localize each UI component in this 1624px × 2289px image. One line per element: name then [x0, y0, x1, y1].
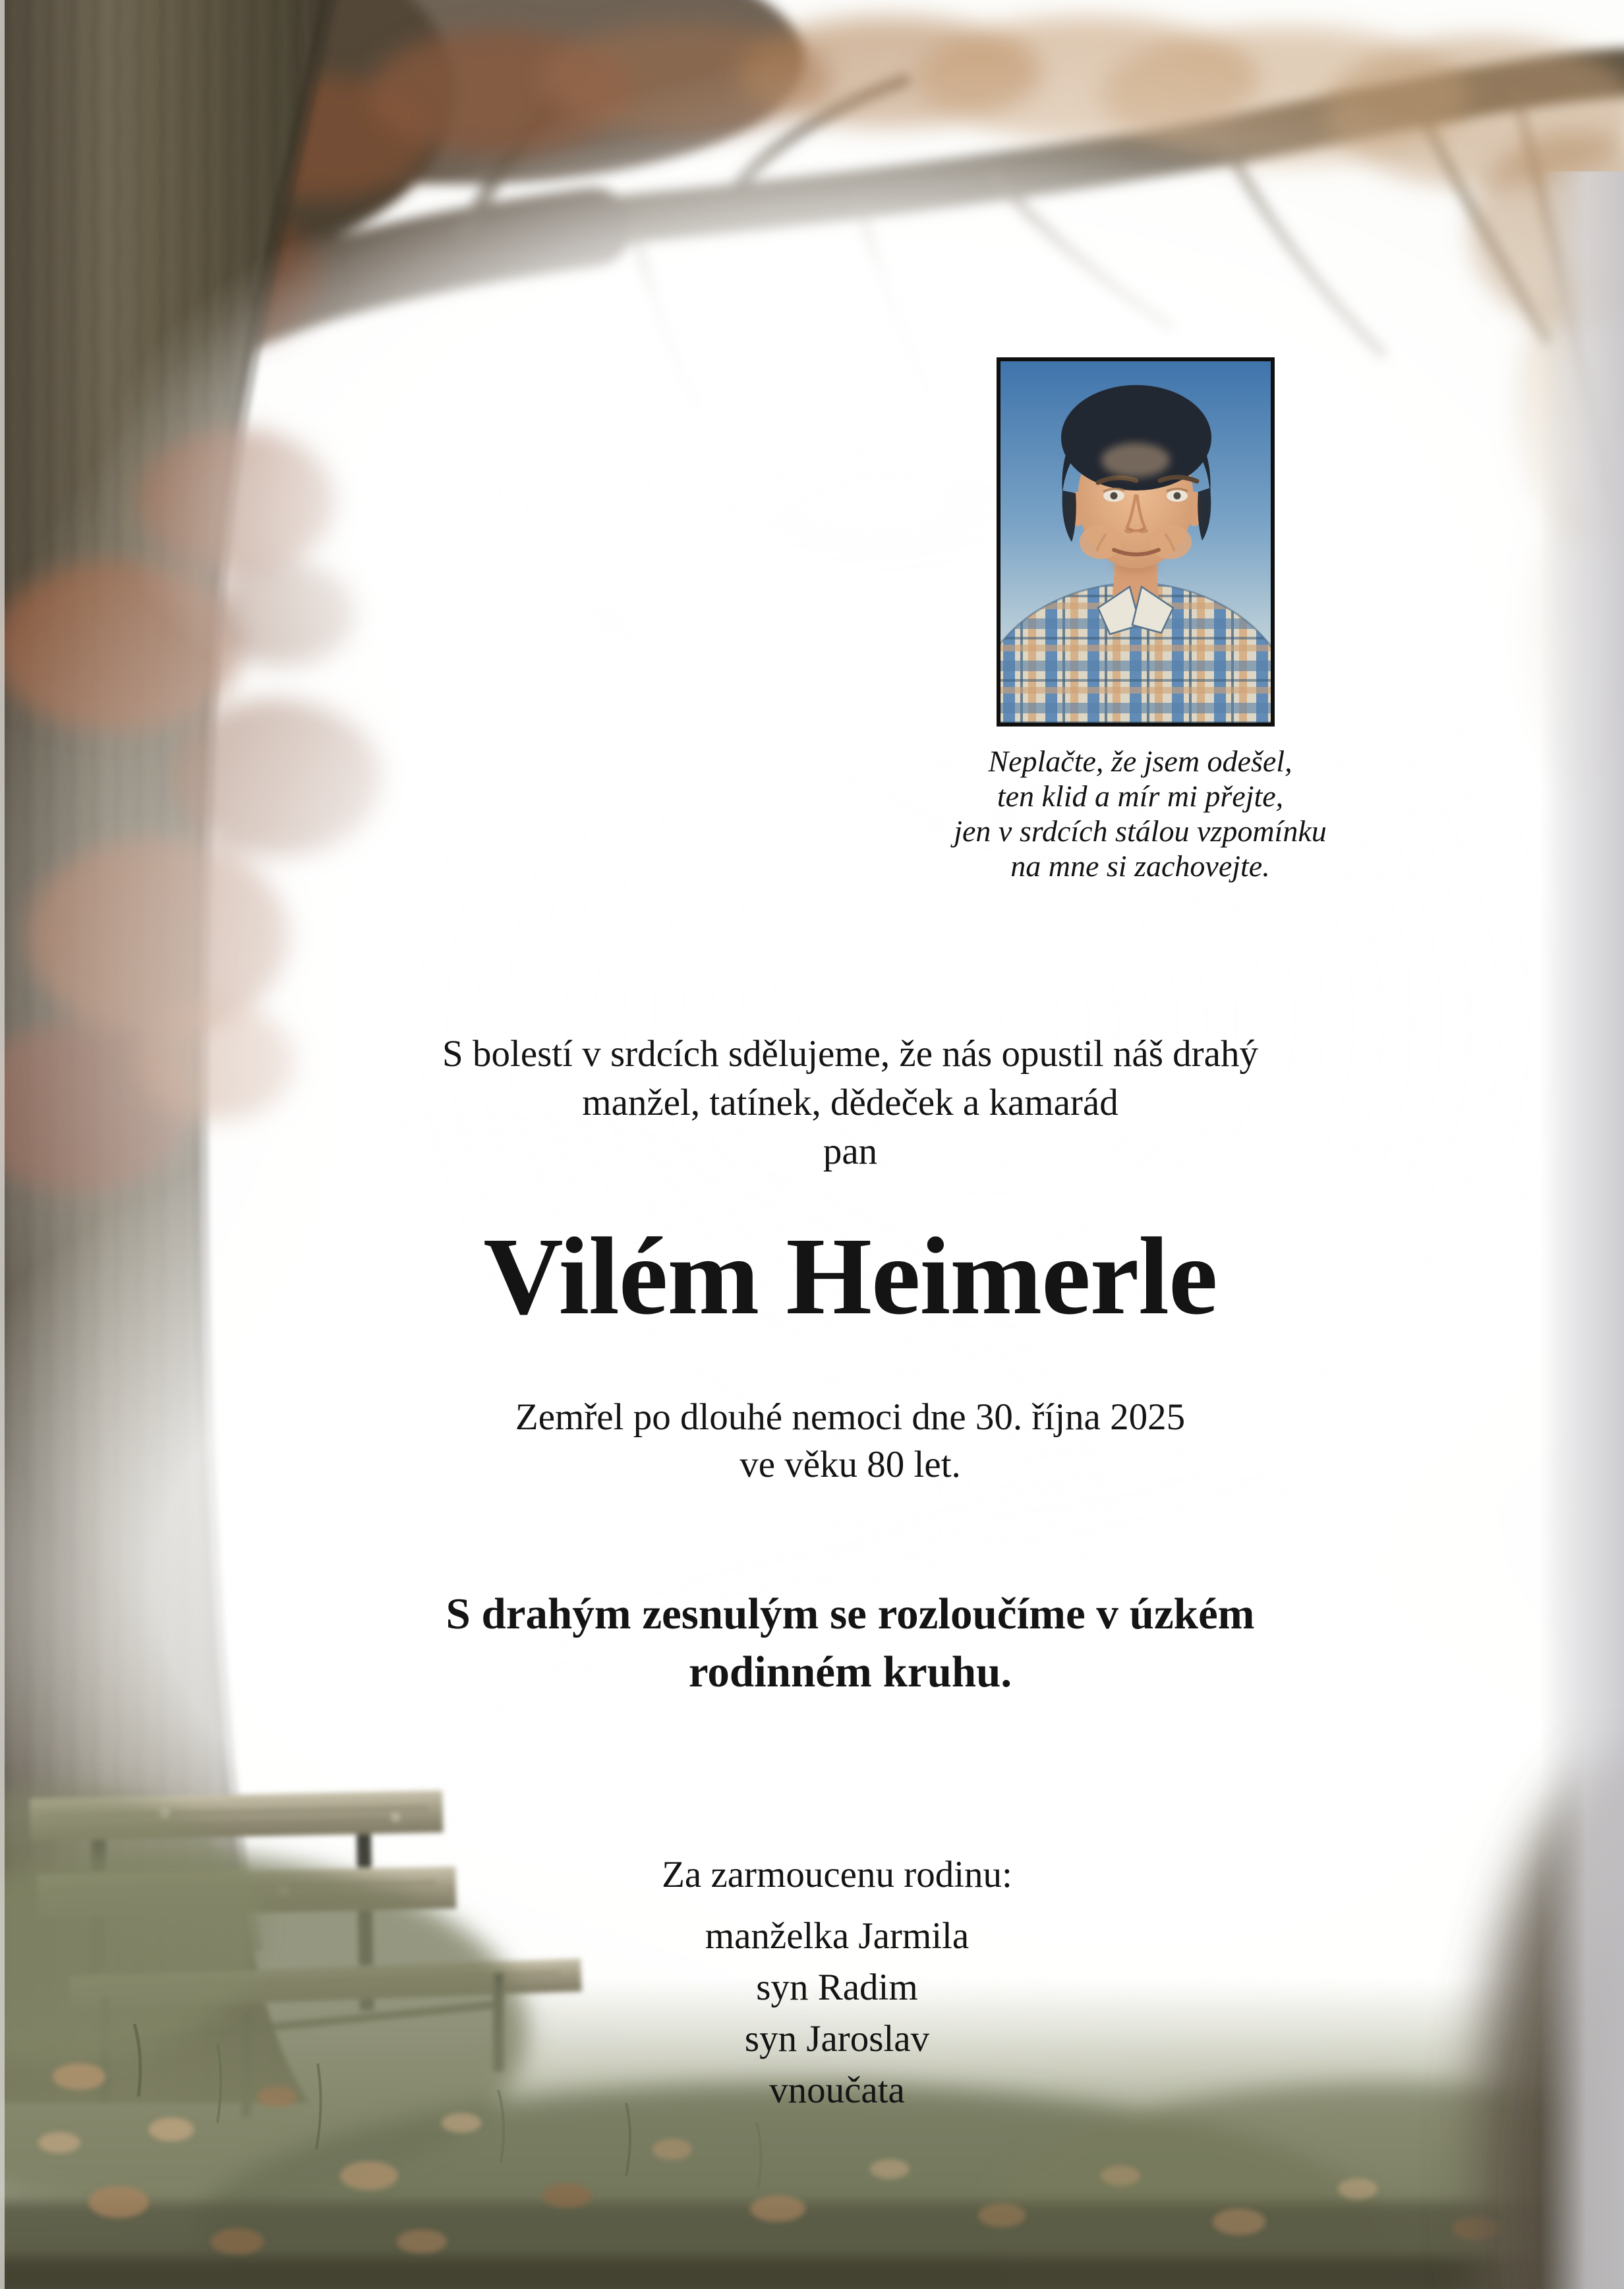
farewell-line-1: S drahým zesnulým se rozloučíme v úzkém — [446, 1590, 1255, 1638]
announcement-text — [158, 1030, 1542, 1176]
poem-line-2: ten klid a mír mi přejte, — [997, 779, 1284, 813]
left-scan-edge — [0, 0, 5, 2289]
portrait-photo — [997, 357, 1275, 727]
family-member: syn Jaroslav — [744, 2018, 930, 2060]
announcement-line-1: S bolestí v srdcích sdělujeme, že nás opustil náš drahý — [442, 1033, 1258, 1075]
portrait-illustration — [1000, 361, 1271, 723]
death-info-line-2: ve věku 80 let. — [740, 1444, 961, 1485]
poem-line-4: na mne si zachovejte. — [1010, 849, 1270, 883]
poem-line-1: Neplačte, že jsem odešel, — [988, 744, 1292, 778]
family-member: syn Radim — [756, 1967, 918, 2008]
farewell-line-2: rodinném kruhu. — [688, 1648, 1012, 1696]
farewell-text — [158, 1585, 1542, 1701]
family-member: manželka Jarmila — [705, 1915, 970, 1957]
family-list — [145, 1911, 1529, 2116]
memorial-poem — [679, 744, 1602, 883]
death-info — [158, 1394, 1542, 1489]
family-member: vnoučata — [769, 2069, 905, 2111]
announcement-line-3: pan — [823, 1131, 878, 1172]
family-heading: Za zarmoucenu rodinu: — [662, 1854, 1012, 1895]
death-info-line-1: Zemřel po dlouhé nemoci dne 30. října 2025 — [515, 1396, 1186, 1438]
right-scan-shadow — [1540, 171, 1624, 2289]
deceased-name: Vilém Heimerle — [483, 1215, 1217, 1338]
poem-line-3: jen v srdcích stálou vzpomínku — [954, 814, 1327, 848]
announcement-line-2: manžel, tatínek, dědeček a kamarád — [582, 1082, 1118, 1123]
